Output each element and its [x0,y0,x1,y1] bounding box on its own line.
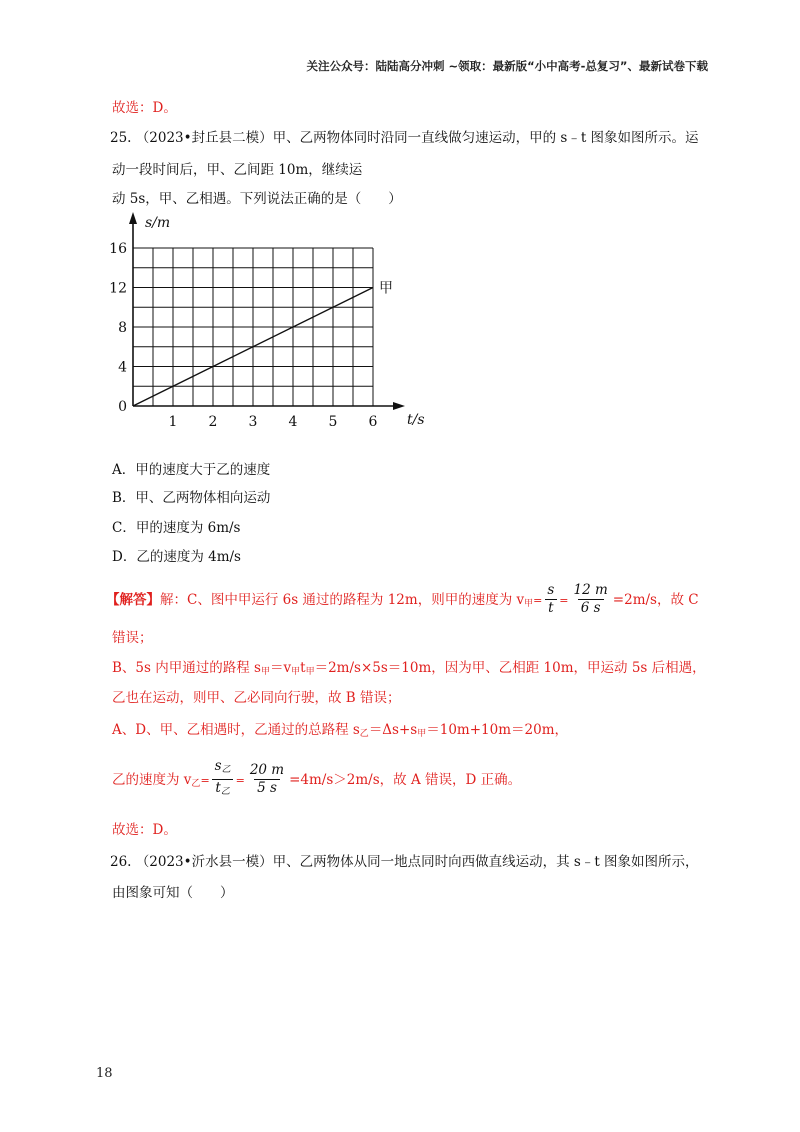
subscript-jia: 甲 [417,729,427,739]
fraction-s-yi-over-t-yi [212,759,234,800]
y-tick-label: 4 [118,359,127,376]
text: B、5s 内甲通过的路程 s [112,660,261,676]
x-tick-label: 1 [168,414,178,430]
q26-source: （2023•沂水县一模） [135,854,273,870]
text: s [214,758,222,774]
q26-line1 [110,852,699,872]
previous-answer: 故选：D。 [112,100,177,116]
y-tick-label: 16 [109,241,127,257]
equals: = [200,774,210,787]
q26-text-1: 甲、乙两物体从同一地点同时向西做直线运动，其 s﹣t 图象如图所示， [272,854,699,870]
option-d: D．乙的速度为 4m/s [112,549,241,565]
fraction-20m-over-5s [247,763,287,796]
frac-den: t [545,599,556,616]
subscript-yi: 乙 [220,787,230,797]
subscript-jia: 甲 [260,667,270,677]
frac-den [212,779,232,800]
y-tick-label: 12 [109,280,127,297]
y-tick-label: 8 [118,320,127,336]
solution-c-text: 解：C、图中甲运行 6s 通过的路程为 12m，则甲的速度为 v [160,592,525,608]
solution-c-result: =2m/s，故 C [612,592,699,608]
option-c: C．甲的速度为 6m/s [112,520,241,536]
subscript-yi: 乙 [221,765,231,775]
x-axis-arrow [393,402,405,410]
x-tick-label: 6 [368,414,378,430]
solution-yi-result: =4m/s＞2m/s，故 A 错误，D 正确。 [289,772,522,788]
solution-c-line [106,584,699,617]
solution-b-line2: 乙也在运动，则甲、乙必同向行驶，故 B 错误； [112,690,401,706]
st-graph [100,210,430,440]
x-tick-label: 3 [248,414,258,430]
text: ＝10m+10m＝20m， [426,722,568,738]
page-number: 18 [96,1066,113,1081]
fraction-s-over-t [544,583,557,616]
option-a: A．甲的速度大于乙的速度 [112,462,271,478]
frac-den: 5 s [254,779,280,796]
equals: = [533,594,543,607]
x-tick-label: 4 [288,414,298,430]
text: t [300,660,306,676]
q25-text-2: 动一段时间后，甲、乙间距 10m，继续运 [112,162,363,178]
subscript-yi: 乙 [359,729,369,739]
frac-num: 12 m [573,582,608,598]
y-tick-label: 0 [118,399,127,415]
q26-text-2: 由图象可知（ ） [112,885,234,901]
text: ＝2m/s×5s＝10m，因为甲、乙相距 10m，甲运动 5s 后相遇， [314,660,706,676]
text: A、D、甲、乙相遇时，乙通过的总路程 s [112,722,360,738]
text: t [215,780,221,796]
q25-line1 [110,128,699,148]
solution-ad-line [112,720,568,744]
subscript-yi: 乙 [191,779,201,789]
solution-tag: 【解答】 [106,592,160,608]
fraction-12m-over-6s [571,583,611,616]
frac-num: 20 m [249,762,285,778]
q25-text-1: 甲、乙两物体同时沿同一直线做匀速运动，甲的 s﹣t 图象如图所示。运 [272,130,699,146]
solution-yi-speed-line [112,760,521,801]
x-tick-label: 2 [208,414,218,430]
subscript-jia: 甲 [305,667,315,677]
q25-source: （2023•封丘县二模） [135,130,273,146]
subscript-jia: 甲 [524,599,534,609]
text: ＝v [269,660,292,676]
equals: = [559,594,569,607]
option-b: B．甲、乙两物体相向运动 [112,490,271,506]
frac-den: 6 s [578,599,604,616]
equals: = [235,774,245,787]
q25-answer: 故选：D。 [112,822,177,838]
frac-num [212,759,234,779]
page-header: 关注公众号：陆陆高分冲刺 ~领取：最新版“小中高考-总复习”、最新试卷下载 [306,59,708,73]
text: 乙的速度为 v [112,772,192,788]
frac-num: s [547,582,555,598]
solution-c-line2: 错误； [112,630,153,646]
q25-number: 25. [110,130,132,146]
solution-b-line1 [112,658,706,682]
x-tick-label: 5 [328,414,338,430]
series-label-jia: 甲 [379,280,393,297]
y-axis-arrow [129,212,137,224]
text: ＝Δs+s [368,722,418,738]
subscript-jia: 甲 [291,667,301,677]
q26-number: 26. [110,854,132,870]
y-axis-label: s/m [145,215,171,231]
x-axis-label: t/s [407,412,425,428]
q25-text-3: 动 5s，甲、乙相遇。下列说法正确的是（ ） [112,191,402,207]
